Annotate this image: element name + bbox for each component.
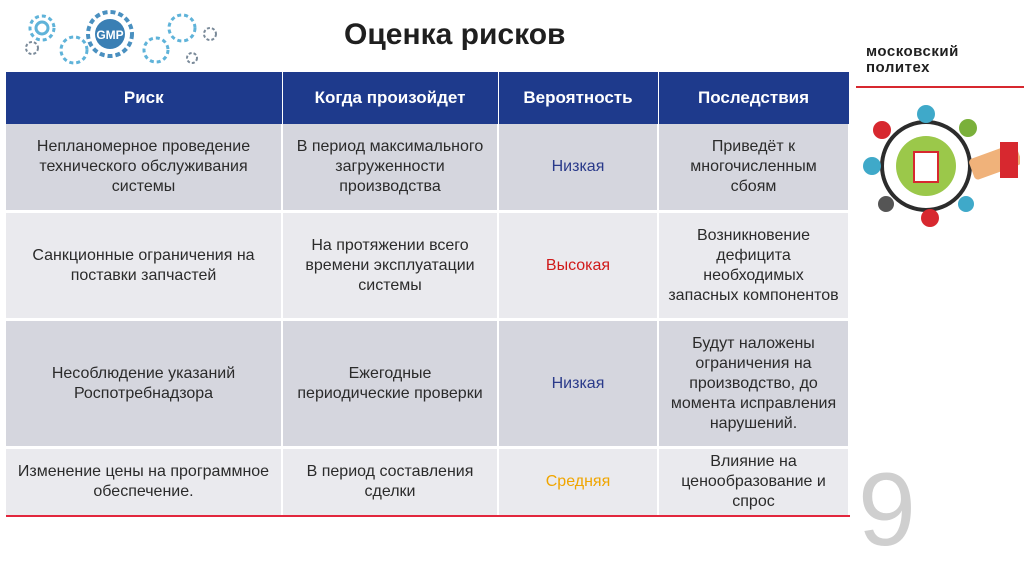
gear-icon — [61, 37, 87, 63]
gear-icon — [26, 42, 38, 54]
when-cell: На протяжении всего времени эксплуатации системы — [282, 212, 498, 320]
header-when: Когда произойдет — [282, 72, 498, 124]
table-row — [6, 320, 849, 448]
header-probability: Вероятность — [498, 72, 658, 124]
circle-icon — [917, 105, 935, 123]
probability-cell: Низкая — [498, 320, 658, 448]
consequence-cell: Влияние на ценообразование и спрос — [658, 448, 849, 517]
circle-icon — [958, 196, 974, 212]
circle-icon — [959, 119, 977, 137]
risk-table — [6, 72, 850, 517]
consequence-cell: Приведёт к многочисленным сбоям — [658, 124, 849, 212]
magnifier-illustration — [860, 100, 1020, 240]
gmp-logo — [16, 4, 226, 70]
gear-icon — [187, 28, 216, 63]
gear-icon — [169, 15, 195, 41]
risk-cell: Несоблюдение указаний Роспотребнадзора — [6, 320, 282, 448]
probability-cell: Средняя — [498, 448, 658, 517]
risk-cell: Санкционные ограничения на поставки запчастей — [6, 212, 282, 320]
table-header-row — [6, 72, 849, 124]
gmp-label: GMP — [96, 28, 124, 42]
table-row — [6, 124, 849, 212]
document-icon — [914, 152, 938, 182]
brand-line1: московский — [866, 43, 959, 60]
gear-icon — [144, 38, 168, 62]
probability-cell: Низкая — [498, 124, 658, 212]
risk-cell: Изменение цены на программное обеспечение. — [6, 448, 282, 517]
when-cell: Ежегодные периодические проверки — [282, 320, 498, 448]
when-cell: В период составления сделки — [282, 448, 498, 517]
table-row — [6, 212, 849, 320]
circle-icon — [873, 121, 891, 139]
sleeve-icon — [1000, 142, 1018, 178]
brand-divider — [856, 86, 1024, 88]
brand-line2: политех — [866, 59, 930, 76]
brand-logo — [866, 44, 959, 76]
when-cell: В период максимального загруженности производства — [282, 124, 498, 212]
gear-icon — [30, 16, 54, 40]
header-risk: Риск — [6, 72, 282, 124]
circle-icon — [863, 157, 881, 175]
page-title: Оценка рисков — [344, 18, 566, 51]
probability-cell: Высокая — [498, 212, 658, 320]
header-consequences: Последствия — [658, 72, 849, 124]
circle-icon — [921, 209, 939, 227]
consequence-cell: Будут наложены ограничения на производство, до момента исправления нарушений. — [658, 320, 849, 448]
page-number: 9 — [858, 452, 916, 568]
circle-icon — [878, 196, 894, 212]
table-row — [6, 448, 849, 517]
risk-cell: Непланомерное проведение технического обслуживания системы — [6, 124, 282, 212]
consequence-cell: Возникновение дефицита необходимых запасных компонентов — [658, 212, 849, 320]
